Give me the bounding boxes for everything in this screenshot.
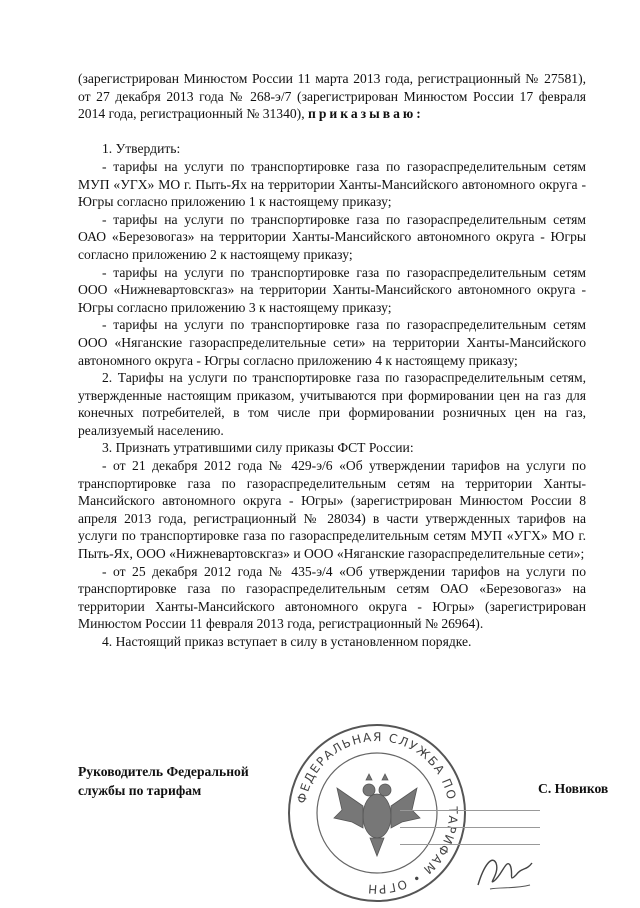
stamp-lines (400, 800, 540, 845)
item1-tariff-a: - тарифы на услуги по транспортировке газа по газораспределительным сетям МУП «УГХ» МО г. Пыть-Ях на территории Ханты-Мансийского автономного округа - Югры согласно приложению 1 к настоящему приказу; (78, 158, 586, 210)
item1-heading: 1. Утвердить: (102, 141, 181, 157)
signatory-title (78, 762, 249, 800)
item3-order-a: - от 21 декабря 2012 года № 429-э/6 «Об утверждении тарифов на услуги по транспортировке газа по газораспределительным сетям на территории Ханты-Мансийского автономного округа - Югры» (зарегистрирован Минюстом России 8 апреля 2013 года, регистрационный № 28034) в части утвержденных тарифов на услуги по транспортировке газа по газораспределительным сетям МУП «УГХ» МО г. Пыть-Ях, ООО «Нижневартовскгаз» и ООО «Няганские газораспределительные сети»; (78, 458, 586, 562)
intro-paragraph (78, 70, 586, 123)
signatory-title-line2: службы по тарифам (78, 783, 202, 798)
intro-text: (зарегистрирован Минюстом России 11 марта 2013 года, регистрационный № 27581), от 27 декабря 2013 года № 268-э/7 (зарегистрирован Минюстом России 17 февраля 2014 года, регистрационный № 31340), (78, 71, 586, 122)
item2-paragraph: 2. Тарифы на услуги по транспортировке газа по газораспределительным сетям, утвержденные настоящим приказом, учитываются при формировании цен на газ для конечных потребителей, в том числе при формировании розничных цен на газ, реализуемый населению. (78, 370, 586, 438)
item1-tariff-b: - тарифы на услуги по транспортировке газа по газораспределительным сетям ОАО «Березовогаз» на территории Ханты-Мансийского автономного округа - Югры согласно приложению 2 к настоящему приказу; (78, 211, 586, 262)
seal-ring-text: ФЕДЕРАЛЬНАЯ СЛУЖБА ПО ТАРИФАМ • ОГРН (294, 729, 461, 897)
item4-paragraph: 4. Настоящий приказ вступает в силу в установленном порядке. (102, 634, 472, 649)
item1-tariff-c: - тарифы на услуги по транспортировке газа по газораспределительным сетям ООО «Нижневартовскгаз» на территории Ханты-Мансийского автономного округа - Югры согласно приложению 3 к настоящему приказу; (78, 264, 586, 315)
item1-tariff-d: - тарифы на услуги по транспортировке газа по газораспределительным сетям ООО «Няганские газораспределительные сети» на территории Ханты-Мансийского автономного округа - Югры согласно приложению 4 к настоящему приказу; (78, 317, 586, 368)
order-verb: приказываю: (308, 106, 424, 122)
signatory-title-line1: Руководитель Федеральной (78, 764, 249, 779)
handwritten-signature (470, 845, 540, 895)
item3-order-b: - от 25 декабря 2012 года № 435-э/4 «Об утверждении тарифов на услуги по транспортировке газа по газораспределительным сетям ОАО «Березовогаз» на территории Ханты-Мансийского автономного округа - Югры» (зарегистрирован Минюстом России 11 февраля 2013 года, регистрационный № 26964). (78, 563, 586, 632)
document-body (78, 70, 586, 651)
signatory-name: С. Новиков (538, 781, 609, 796)
item3-heading: 3. Признать утратившими силу приказы ФСТ России: (102, 440, 414, 456)
